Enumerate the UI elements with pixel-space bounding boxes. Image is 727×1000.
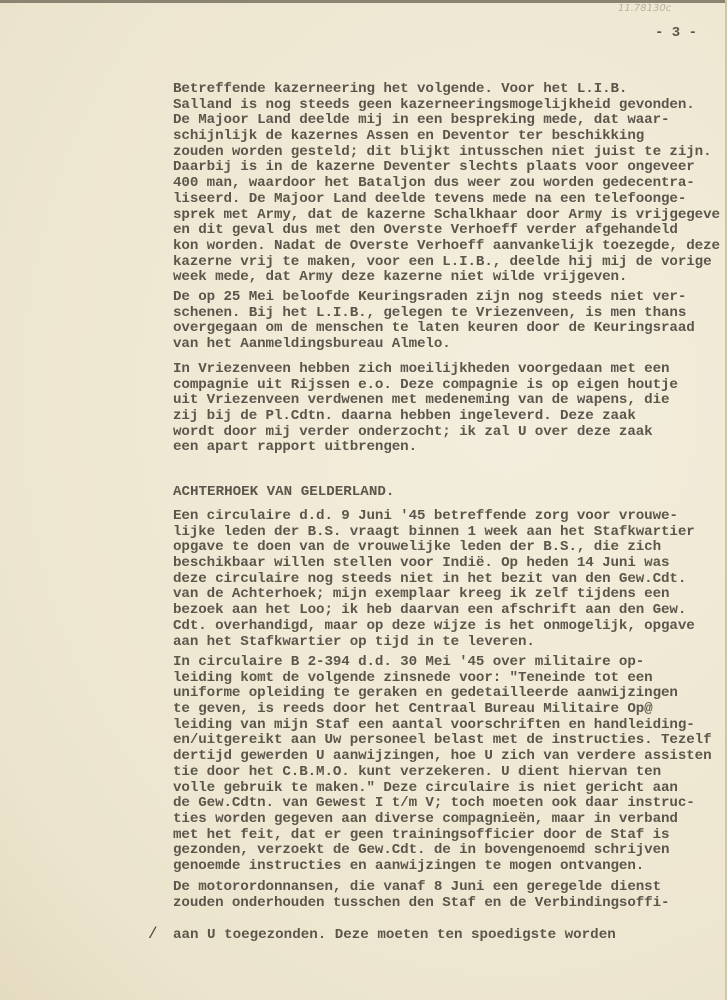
continuation-line: aan U toegezonden. Deze moeten ten spoedigste worden [173,927,616,943]
text-line: overgegaan om de menschen te laten keuren door de Keuringsraad [173,320,695,337]
text-line: gezonden, verzoekt de Gew.Cdt. de in bovengenoemd schrijven [173,842,670,859]
text-line: leiding van mijn Staf een aantal voorschriften en handleiding- [173,716,695,733]
text-line: genoemde instructies en aanwijzingen te mogen ontvangen. [173,857,645,874]
text-line: zouden worden gesteld; dit blijkt intusschen niet juist te zijn. [173,143,712,160]
text-line: Betreffende kazerneering het volgende. Voor het L.I.B. [173,81,628,97]
text-line: liseerd. De Majoor Land deelde tevens mede na een telefoonge- [173,190,687,207]
text-line: Daarbij is in de kazerne Deventer slechts plaats voor ongeveer [173,159,695,176]
text-line: zouden onderhouden tusschen den Staf en de Verbindingsoffi- [173,894,670,911]
paragraph-circulaire-opleiding [173,655,712,875]
paragraph-kazerneering [173,82,720,286]
text-line: In Vriezenveen hebben zich moeilijkheden voorgedaan met een [173,361,670,377]
text-line: lijke leden der B.S. vraagt binnen 1 week aan het Stafkwartier [173,523,695,540]
text-line: Een circulaire d.d. 9 Juni '45 betreffende zorg voor vrouwe- [173,508,678,524]
text-line: en dit geval dus met den Overste Verhoeff verder afgehandeld [173,222,678,239]
text-line: uniforme opleiding te geraken en gedetailleerde aanwijzingen [173,685,678,702]
text-line: opgave te doen van de vrouwelijke leden der B.S., die zich [173,539,662,556]
text-line: De motorordonnansen, die vanaf 8 Juni een geregelde dienst [173,879,662,895]
text-line: van het Aanmeldingsbureau Almelo. [173,336,451,353]
text-line: aan het Stafkwartier op tijd in te leveren. [173,633,535,650]
text-line: ties worden gegeven aan diverse compagnieën, maar in verband [173,810,678,827]
paragraph-keuringsraden [173,290,695,353]
text-line: te geven, is reeds door het Centraal Bureau Militaire Op@ [173,701,653,718]
text-line: week mede, dat Army deze kazerne niet wilde vrijgeven. [173,269,628,286]
text-line: schijnlijk de kazernes Assen en Deventor ter beschikking [173,128,645,145]
text-line: tie door het C.B.M.O. kunt verzekeren. U dient hiervan ten [173,763,662,780]
text-line: dertijd gewerden U aanwijzingen, hoe U zich van verdere assisten [173,748,712,765]
section-heading: ACHTERHOEK VAN GELDERLAND. [173,484,395,500]
text-line: zij bij de Pl.Cdtn. daarna hebben ingeleverd. Deze zaak [173,408,636,425]
paragraph-motorordonnansen [173,880,669,911]
page-number: - 3 - [655,25,698,41]
text-line: de Gew.Cdtn. van Gewest I t/m V; toch moeten ook daar instruc- [173,795,695,812]
text-line: een apart rapport uitbrengen. [173,439,418,456]
paragraph-circulaire-vrouwen [173,509,695,650]
text-line: In circulaire B 2-394 d.d. 30 Mei '45 over militaire op- [173,654,645,670]
text-line: bezoek aan het Loo; ik heb daarvan een afschrift aan den Gew. [173,602,687,619]
text-line: kon worden. Nadat de Overste Verhoeff aanvankelijk toezegde, deze [173,237,720,254]
text-line: De op 25 Mei beloofde Keuringsraden zijn nog steeds niet ver- [173,289,687,305]
text-line: beschikbaar willen stellen voor Indië. Op heden 14 Juni was [173,555,670,572]
archive-annotation: 11.78130c [618,3,672,14]
margin-mark: / [148,925,158,943]
text-line: compagnie uit Rijssen e.o. Deze compagnie is op eigen houtje [173,376,678,393]
text-line: deze circulaire nog steeds niet in het bezit van den Gew.Cdt. [173,570,687,587]
text-line: volle gebruik te maken." Deze circulaire is niet gericht aan [173,779,678,796]
text-line: van de Achterhoek; mijn exemplaar kreeg ik zelf tijdens een [173,586,670,603]
text-line: schenen. Bij het L.I.B., gelegen te Vriezenveen, is men thans [173,304,687,321]
paragraph-vriezenveen [173,362,678,456]
text-line: sprek met Army, dat de kazerne Schalkhaar door Army is vrijgegeve [173,206,720,223]
text-line: leiding komt de volgende zinsnede voor: "Teneinde tot een [173,669,653,686]
text-line: Cdt. overhandigd, maar op deze wijze is het onmogelijk, opgave [173,617,695,634]
text-line: en/uitgereikt aan Uw personeel belast met de instructies. Tezelf [173,732,712,749]
text-line: kazerne vrij te maken, voor een L.I.B., deelde hij mij de vorige [173,253,712,270]
text-line: uit Vriezenveen verdwenen met medeneming van de wapens, die [173,392,670,409]
text-line: De Majoor Land deelde mij in een bespreking mede, dat waar- [173,112,670,129]
text-line: met het feit, dat er geen trainingsofficier door de Staf is [173,826,670,843]
text-line: 400 man, waardoor het Bataljon dus weer zou worden gedecentra- [173,175,695,192]
text-line: Salland is nog steeds geen kazerneeringsmogelijkheid gevonden. [173,96,695,113]
text-line: wordt door mij verder onderzocht; ik zal U over deze zaak [173,423,653,440]
